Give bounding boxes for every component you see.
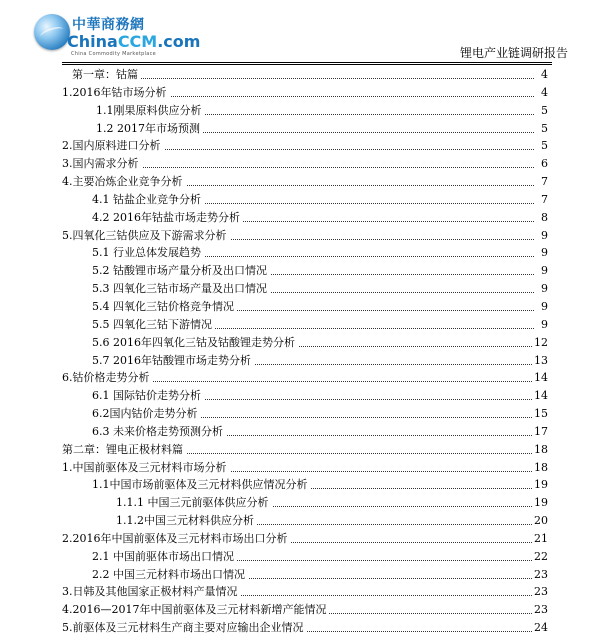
toc-entry[interactable] xyxy=(62,280,552,298)
toc-entry[interactable] xyxy=(62,244,552,262)
toc-entry-title: 3.日韩及其他国家正极材料产量情况 xyxy=(62,583,241,601)
toc-entry-page: 23 xyxy=(532,566,548,584)
table-of-contents xyxy=(62,66,552,637)
toc-entry[interactable] xyxy=(62,619,552,637)
toc-entry-page: 9 xyxy=(539,262,548,280)
toc-entry-page: 18 xyxy=(532,459,548,477)
toc-entry-page: 9 xyxy=(539,298,548,316)
toc-entry[interactable] xyxy=(62,405,552,423)
toc-entry-title: 1.2016年钴市场分析 xyxy=(62,84,170,102)
toc-entry[interactable] xyxy=(62,423,552,441)
toc-entry[interactable] xyxy=(62,352,552,370)
toc-entry[interactable] xyxy=(62,334,552,352)
toc-entry-page: 20 xyxy=(532,512,548,530)
toc-entry-title: 第二章：锂电正极材料篇 xyxy=(62,441,186,459)
toc-entry-page: 5 xyxy=(539,102,548,120)
toc-entry-title: 4.2 2016年钴盐市场走势分析 xyxy=(92,209,243,227)
toc-leader-dots xyxy=(78,78,534,79)
toc-entry[interactable] xyxy=(62,316,552,334)
toc-entry-title: 5.前驱体及三元材料生产商主要对应输出企业情况 xyxy=(62,619,307,637)
toc-entry-page: 18 xyxy=(532,441,548,459)
toc-entry-page: 6 xyxy=(539,155,548,173)
toc-entry-title: 1.1中国市场前驱体及三元材料供应情况分析 xyxy=(92,476,311,494)
header-rule xyxy=(62,62,552,63)
toc-entry-page: 13 xyxy=(532,352,548,370)
toc-entry-title: 6.钴价格走势分析 xyxy=(62,369,153,387)
toc-entry-page: 4 xyxy=(539,66,548,84)
logo-tagline: China Commodity Marketplace xyxy=(71,51,157,57)
toc-entry-title: 2.2016年中国前驱体及三元材料市场出口分析 xyxy=(62,530,291,548)
toc-entry-page: 5 xyxy=(539,137,548,155)
toc-entry[interactable] xyxy=(62,566,552,584)
toc-entry[interactable] xyxy=(62,583,552,601)
toc-entry-title: 5.四氧化三钴供应及下游需求分析 xyxy=(62,227,230,245)
toc-entry[interactable] xyxy=(62,173,552,191)
toc-entry-title: 5.5 四氧化三钴下游情况 xyxy=(92,316,215,334)
toc-entry-title: 5.3 四氧化三钴市场产量及出口情况 xyxy=(92,280,270,298)
toc-entry[interactable] xyxy=(62,137,552,155)
toc-entry-page: 14 xyxy=(532,387,548,405)
toc-entry-title: 5.7 2016年钴酸锂市场走势分析 xyxy=(92,352,254,370)
toc-entry[interactable] xyxy=(62,84,552,102)
toc-entry[interactable] xyxy=(62,102,552,120)
toc-entry[interactable] xyxy=(62,369,552,387)
toc-entry-page: 4 xyxy=(539,84,548,102)
toc-entry[interactable] xyxy=(62,209,552,227)
toc-entry[interactable] xyxy=(62,494,552,512)
toc-entry[interactable] xyxy=(62,476,552,494)
toc-entry[interactable] xyxy=(62,191,552,209)
toc-entry[interactable] xyxy=(62,155,552,173)
toc-entry-title: 第一章：钴篇 xyxy=(72,66,141,84)
toc-entry-title: 4.1 钴盐企业竞争分析 xyxy=(92,191,204,209)
logo-english-text: ChinaCCM.com xyxy=(67,32,201,51)
toc-entry-title: 5.4 四氧化三钴价格竞争情况 xyxy=(92,298,237,316)
logo-chinese-text: 中華商務網 xyxy=(72,17,145,33)
toc-entry-page: 5 xyxy=(539,120,548,138)
toc-entry-title: 1.1.1 中国三元前驱体供应分析 xyxy=(116,494,272,512)
toc-entry[interactable] xyxy=(62,298,552,316)
toc-entry-page: 21 xyxy=(532,530,548,548)
toc-entry-page: 23 xyxy=(532,583,548,601)
toc-entry-title: 1.中国前驱体及三元材料市场分析 xyxy=(62,459,230,477)
toc-entry-title: 5.2 钴酸锂市场产量分析及出口情况 xyxy=(92,262,270,280)
toc-entry-page: 9 xyxy=(539,316,548,334)
toc-entry-page: 15 xyxy=(532,405,548,423)
toc-entry[interactable] xyxy=(62,512,552,530)
toc-entry-title: 3.国内需求分析 xyxy=(62,155,142,173)
page-header xyxy=(0,0,590,64)
toc-entry-page: 24 xyxy=(532,619,548,637)
toc-entry-title: 5.6 2016年四氧化三钴及钴酸锂走势分析 xyxy=(92,334,298,352)
toc-entry-page: 9 xyxy=(539,280,548,298)
report-title: 锂电产业链调研报告 xyxy=(459,46,568,60)
toc-entry-title: 1.1.2中国三元材料供应分析 xyxy=(116,512,257,530)
toc-entry-page: 17 xyxy=(532,423,548,441)
toc-entry-title: 5.1 行业总体发展趋势 xyxy=(92,244,204,262)
toc-entry[interactable] xyxy=(62,387,552,405)
toc-entry[interactable] xyxy=(62,262,552,280)
globe-icon xyxy=(34,14,70,50)
toc-entry[interactable] xyxy=(62,548,552,566)
toc-entry-page: 19 xyxy=(532,494,548,512)
toc-entry-title: 4.2016—2017年中国前驱体及三元材料新增产能情况 xyxy=(62,601,329,619)
header-rule-thin xyxy=(62,64,552,65)
toc-entry[interactable] xyxy=(62,441,552,459)
toc-entry-page: 22 xyxy=(532,548,548,566)
toc-entry-page: 12 xyxy=(532,334,548,352)
toc-entry-page: 7 xyxy=(539,173,548,191)
toc-entry-page: 9 xyxy=(539,227,548,245)
toc-entry[interactable] xyxy=(62,120,552,138)
toc-entry-title: 1.2 2017年市场预测 xyxy=(96,120,203,138)
toc-entry-page: 23 xyxy=(532,601,548,619)
toc-entry-page: 19 xyxy=(532,476,548,494)
toc-entry-page: 14 xyxy=(532,369,548,387)
toc-entry-title: 1.1刚果原料供应分析 xyxy=(96,102,205,120)
toc-entry-title: 6.1 国际钴价走势分析 xyxy=(92,387,204,405)
toc-entry[interactable] xyxy=(62,601,552,619)
toc-entry[interactable] xyxy=(62,459,552,477)
chinaccm-logo xyxy=(34,8,201,64)
toc-entry-title: 2.2 中国三元材料市场出口情况 xyxy=(92,566,248,584)
toc-entry[interactable] xyxy=(62,530,552,548)
toc-entry-title: 6.2国内钴价走势分析 xyxy=(92,405,201,423)
toc-entry-title: 4.主要冶炼企业竞争分析 xyxy=(62,173,186,191)
toc-entry[interactable] xyxy=(62,66,552,84)
toc-entry-title: 2.国内原料进口分析 xyxy=(62,137,164,155)
toc-entry-title: 2.1 中国前驱体市场出口情况 xyxy=(92,548,237,566)
toc-entry-page: 7 xyxy=(539,191,548,209)
toc-entry-page: 9 xyxy=(539,244,548,262)
toc-entry-title: 6.3 未来价格走势预测分析 xyxy=(92,423,226,441)
toc-entry-page: 8 xyxy=(539,209,548,227)
toc-entry[interactable] xyxy=(62,227,552,245)
